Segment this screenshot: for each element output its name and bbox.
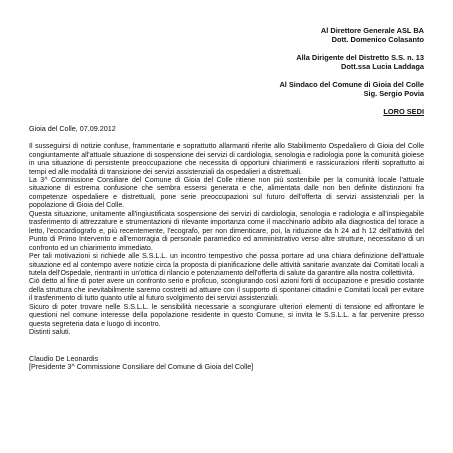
recipient-mayor — [29, 80, 424, 98]
recipients-block — [29, 26, 424, 116]
recipient-line: Al Direttore Generale ASL BA — [320, 26, 424, 35]
body-paragraph: La 3^ Commissione Consiliare del Comune di Gioia del Colle ritiene non più sostenibile per la comunità locale l'attuale situazione di estrema confusione che sembra essersi generata e che, alimentata dalle non ben definite distinzioni fra competenze ospedaliere e distrettuali, pone serie preoccupazioni sul futuro dell'offerta di servizi assistenziali per la popolazione di Gioia del Colle. — [29, 177, 424, 210]
body-paragraph: Per tali motivazioni si richiede alle S.S.L.L. un incontro tempestivo che possa portare ad una chiara definizione dell'attuale situazione ed al contempo avere notizie circa la proposta di pianificazione delle attività sanitarie avanzate dai Comitati locali a tutela dell'Ospedale, rientranti in un'ottica di rilancio e potenziamento dell'offerta di salute da garantire alla nostra collettività. — [29, 253, 424, 277]
signature-title: [Presidente 3^ Commissione Consiliare del Comune di Gioia del Colle] — [29, 362, 254, 372]
recipient-line: Dott. Domenico Colasanto — [331, 35, 424, 45]
recipient-line: Al Sindaco del Comune di Gioia del Colle — [279, 80, 424, 89]
signature-name: Claudio De Leonardis — [29, 353, 99, 363]
recipient-director-general — [29, 26, 424, 44]
loro-sedi-label: LORO SEDI — [383, 107, 424, 116]
body-paragraph: Sicuro di poter trovare nelle S.S.L.L. le sensibilità necessarie a scongiurare ulteriori elementi di tensione ed affrontare le questioni nel comune interesse della popolazione residente in questo Comune, si invita le S.S.L.L. a far pervenire presso questa segreteria data e luogo di incontro. — [29, 303, 424, 328]
body-paragraph: Il susseguirsi di notizie confuse, frammentarie e soprattutto allarmanti riferite allo Stabilimento Ospedaliero di Gioia del Colle congiuntamente all'attuale situazione di sospensione dei servizi di cardiologia, senologia e radiologia pone la comunità gioiese in una situazione di persistente preoccupazione che necessita di opportuni chiarimenti e rassicurazioni riferiti soprattutto ai tempi ed alle modalità di transizione dei servizi assistenziali da ospedalieri a distrettuali. — [29, 143, 424, 176]
letter-body — [29, 143, 424, 337]
signature-block — [29, 355, 424, 373]
closing-greeting: Distinti saluti. — [29, 329, 71, 337]
recipient-line: Dott.ssa Lucia Laddaga — [341, 62, 424, 72]
date-line: Gioia del Colle, 07.09.2012 — [29, 124, 116, 134]
body-paragraph: Ciò detto al fine di poter avere un confronto serio e proficuo, scongiurando così azioni forti di occupazione e presidio costante della struttura che inevitabilmente saremo costretti ad attuare con il supporto di spontanei cittadini e Comitati locali per evitare il trasferimento di tutto quanto utile al futuro svolgimento dei servizi assistenziali. — [29, 278, 424, 303]
recipient-district-director — [29, 53, 424, 71]
body-paragraph: Questa situazione, unitamente all'ingiustificata sospensione dei servizi di cardiologia, senologia e radiologia e all'inspiegabile trasferimento di attrezzature e strumentazioni di rilevante importanza come il macchinario adibito alla diagnostica del torace a letto, l'ecocardiografo e, più recentemente, l'ecografo, per non dimenticare, poi, la riduzione da h 24 ad h 12 dell'attività del Punto di Primo Intervento e all'emorragia di personale paramedico ed amministrativo verso altre strutture, necessitano di un confronto ed un chiarimento immediato. — [29, 210, 424, 252]
recipient-line: Sig. Sergio Povia — [363, 89, 424, 99]
recipient-line: Alla Dirigente del Distretto S.S. n. 13 — [296, 53, 424, 62]
